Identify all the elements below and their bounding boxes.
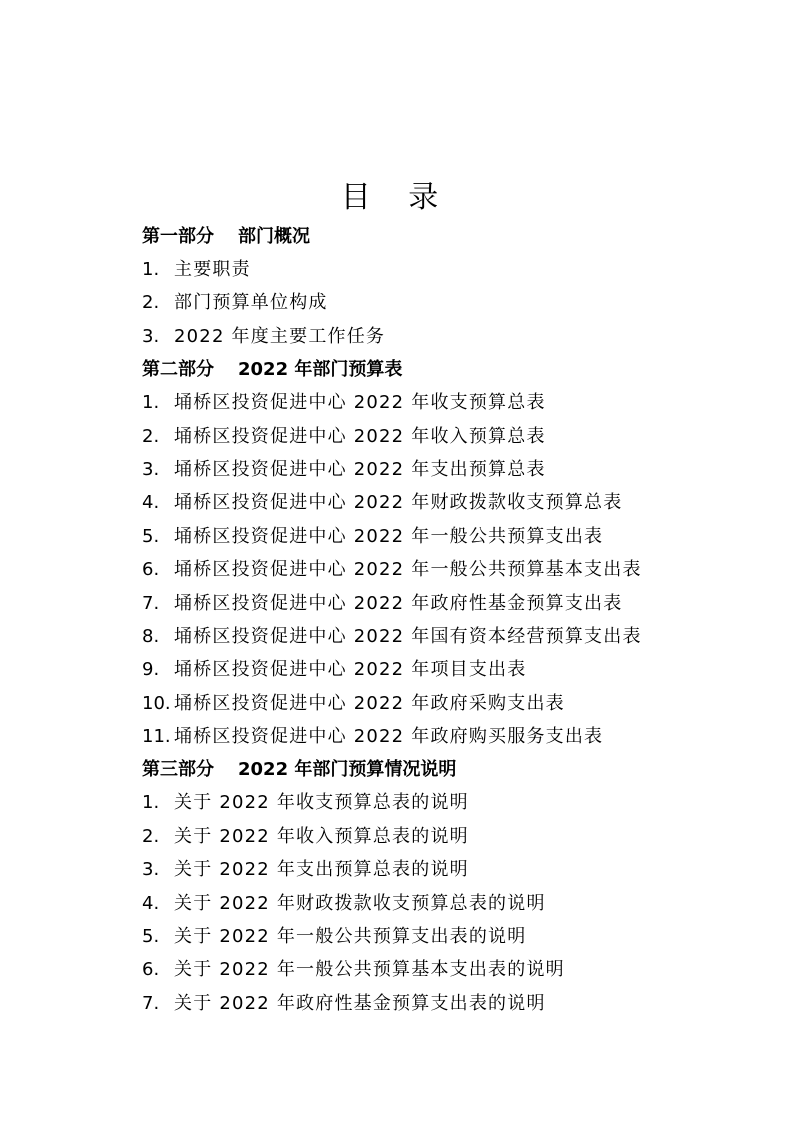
section-heading-part-2[interactable] [142, 353, 742, 386]
entry-number: 11. [142, 726, 171, 748]
toc-entry[interactable] [142, 587, 742, 620]
toc-entry[interactable] [142, 653, 742, 686]
entry-text: 埇桥区投资促进中心 2022 年一般公共预算支出表 [174, 525, 604, 547]
toc-entry[interactable] [142, 620, 742, 653]
entry-text: 关于 2022 年收入预算总表的说明 [174, 825, 469, 847]
entry-text: 埇桥区投资促进中心 2022 年支出预算总表 [174, 458, 546, 480]
entry-text: 主要职责 [174, 259, 251, 280]
toc-entry[interactable] [142, 486, 742, 519]
section-heading-part-3[interactable] [142, 753, 742, 786]
entry-number: 2. [142, 425, 160, 447]
section-part-label: 第三部分 [142, 759, 214, 781]
toc-entry[interactable] [142, 286, 742, 319]
entry-number: 10. [142, 692, 171, 714]
page-title: 目 录 [340, 180, 453, 215]
entry-text: 2022 年度主要工作任务 [174, 325, 386, 347]
toc-entry[interactable] [142, 420, 742, 453]
toc-entry[interactable] [142, 887, 742, 920]
toc-entry[interactable] [142, 386, 742, 419]
section-title: 部门概况 [238, 226, 310, 247]
toc-entry[interactable] [142, 453, 742, 486]
entry-text: 埇桥区投资促进中心 2022 年收入预算总表 [174, 425, 546, 447]
entry-text: 埇桥区投资促进中心 2022 年政府采购支出表 [174, 692, 565, 714]
toc-entry[interactable] [142, 720, 742, 753]
entry-text: 关于 2022 年一般公共预算基本支出表的说明 [174, 959, 565, 981]
toc-entry[interactable] [142, 786, 742, 819]
toc-entry[interactable] [142, 320, 742, 353]
entry-number: 2. [142, 825, 160, 847]
entry-number: 9. [142, 659, 160, 681]
toc-entry[interactable] [142, 253, 742, 286]
section-title: 2022 年部门预算情况说明 [238, 759, 457, 781]
entry-text: 埇桥区投资促进中心 2022 年财政拨款收支预算总表 [174, 492, 623, 514]
entry-text: 关于 2022 年一般公共预算支出表的说明 [174, 926, 527, 948]
entry-number: 7. [142, 992, 160, 1014]
toc-entry[interactable] [142, 853, 742, 886]
entry-number: 6. [142, 559, 160, 581]
section-part-label: 第一部分 [142, 226, 214, 247]
toc-entry[interactable] [142, 553, 742, 586]
entry-number: 1. [142, 392, 160, 414]
toc-entry[interactable] [142, 953, 742, 986]
entry-text: 关于 2022 年支出预算总表的说明 [174, 859, 469, 881]
entry-number: 3. [142, 458, 160, 480]
entry-text: 埇桥区投资促进中心 2022 年政府购买服务支出表 [174, 726, 604, 748]
entry-text: 关于 2022 年收支预算总表的说明 [174, 792, 469, 814]
entry-number: 4. [142, 892, 160, 914]
entry-number: 3. [142, 325, 160, 347]
section-heading-part-1[interactable] [142, 220, 742, 253]
entry-number: 2. [142, 292, 160, 314]
entry-text: 关于 2022 年政府性基金预算支出表的说明 [174, 992, 546, 1014]
section-part-label: 第二部分 [142, 359, 214, 381]
entry-number: 7. [142, 592, 160, 614]
toc-entry[interactable] [142, 520, 742, 553]
entry-number: 4. [142, 492, 160, 514]
table-of-contents [142, 220, 742, 1020]
entry-number: 1. [142, 259, 160, 280]
entry-text: 埇桥区投资促进中心 2022 年一般公共预算基本支出表 [174, 559, 642, 581]
toc-entry[interactable] [142, 987, 742, 1020]
entry-number: 8. [142, 625, 160, 647]
entry-number: 6. [142, 959, 160, 981]
entry-text: 埇桥区投资促进中心 2022 年政府性基金预算支出表 [174, 592, 623, 614]
entry-number: 5. [142, 525, 160, 547]
entry-text: 埇桥区投资促进中心 2022 年国有资本经营预算支出表 [174, 625, 642, 647]
section-title: 2022 年部门预算表 [238, 359, 403, 381]
entry-number: 5. [142, 926, 160, 948]
entry-number: 3. [142, 859, 160, 881]
entry-text: 埇桥区投资促进中心 2022 年项目支出表 [174, 659, 527, 681]
entry-text: 埇桥区投资促进中心 2022 年收支预算总表 [174, 392, 546, 414]
toc-entry[interactable] [142, 820, 742, 853]
toc-entry[interactable] [142, 920, 742, 953]
toc-entry[interactable] [142, 687, 742, 720]
entry-number: 1. [142, 792, 160, 814]
entry-text: 部门预算单位构成 [174, 292, 328, 314]
entry-text: 关于 2022 年财政拨款收支预算总表的说明 [174, 892, 546, 914]
